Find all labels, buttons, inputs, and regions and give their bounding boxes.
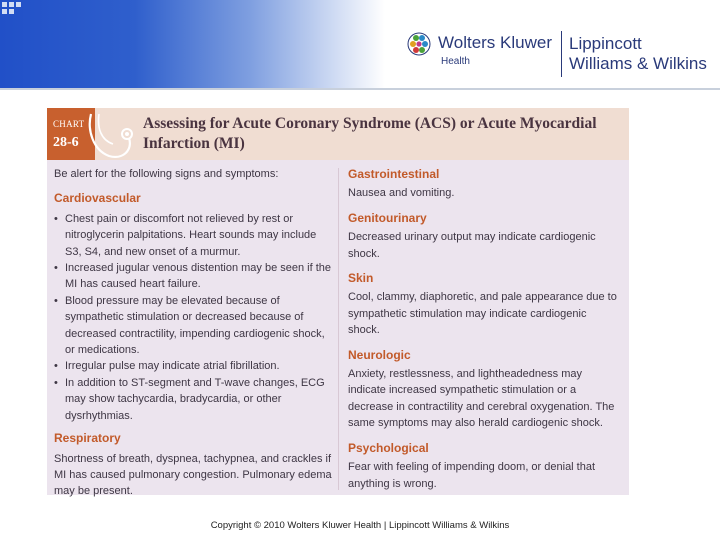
heading-skin: Skin <box>348 271 374 286</box>
company-name: Wolters Kluwer <box>438 33 552 52</box>
corner-decoration <box>2 2 32 14</box>
logo-divider <box>561 31 562 77</box>
intro-text: Be alert for the following signs and symptoms: <box>54 168 279 180</box>
cardiovascular-list <box>54 211 334 424</box>
imprint-line-2: Williams & Wilkins <box>569 54 707 73</box>
list-item: • Irregular pulse may indicate atrial fibrillation. <box>54 358 334 374</box>
imprint-name <box>569 34 707 74</box>
left-column <box>54 166 334 508</box>
stethoscope-icon <box>83 110 139 166</box>
division-name: Health <box>441 56 470 67</box>
header-rule <box>0 88 720 90</box>
wolters-kluwer-globe-icon <box>407 32 431 56</box>
respiratory-text: Shortness of breath, dyspnea, tachypnea, and crackles if MI has caused pulmonary congestion. Pulmonary edema may be present. <box>54 452 332 498</box>
list-item: • Increased jugular venous distention may be seen if the MI has caused heart failure. <box>54 260 334 293</box>
skin-text: Cool, clammy, diaphoretic, and pale appearance due to sympathetic stimulation may indicate cardiogenic shock. <box>348 291 617 337</box>
chart-label-number: 28-6 <box>53 135 79 150</box>
heading-genitourinary: Genitourinary <box>348 210 427 225</box>
psychological-text: Fear with feeling of impending doom, or denial that anything is wrong. <box>348 461 596 490</box>
chart-28-6 <box>47 108 629 498</box>
neurologic-text: Anxiety, restlessness, and lightheadedness may indicate increased sympathetic stimulation or a decrease in contractility and cerebral oxygenation. The same symptoms may also herald cardiogenic shock. <box>348 368 615 430</box>
genitourinary-text: Decreased urinary output may indicate cardiogenic shock. <box>348 231 596 260</box>
right-column <box>348 166 620 500</box>
chart-label-word: CHART <box>53 119 85 129</box>
heading-respiratory: Respiratory <box>54 431 121 446</box>
chart-title: Assessing for Acute Coronary Syndrome (ACS) or Acute Myocardial Infarction (MI) <box>143 115 597 152</box>
column-divider <box>338 168 339 490</box>
slide-header <box>0 0 720 88</box>
copyright-footer: Copyright © 2010 Wolters Kluwer Health | Lippincott Williams & Wilkins <box>210 520 510 531</box>
list-item: • In addition to ST-segment and T-wave changes, ECG may show tachycardia, bradycardia, or other dysrhythmias. <box>54 375 334 424</box>
gastrointestinal-text: Nausea and vomiting. <box>348 187 455 200</box>
list-item: • Chest pain or discomfort not relieved by rest or nitroglycerin palpitations. Heart sounds may include S3, S4, and new onset of a murmur. <box>54 211 334 260</box>
list-item: • Blood pressure may be elevated because of sympathetic stimulation or decreased because of decreased contractility, impending cardiogenic shock, or medications. <box>54 293 334 359</box>
heading-neurologic: Neurologic <box>348 347 411 362</box>
heading-psychological: Psychological <box>348 440 429 455</box>
header-gradient-band <box>0 0 385 88</box>
heading-gastrointestinal: Gastrointestinal <box>348 167 440 181</box>
heading-cardiovascular: Cardiovascular <box>54 191 141 206</box>
imprint-line-1: Lippincott <box>569 34 642 53</box>
